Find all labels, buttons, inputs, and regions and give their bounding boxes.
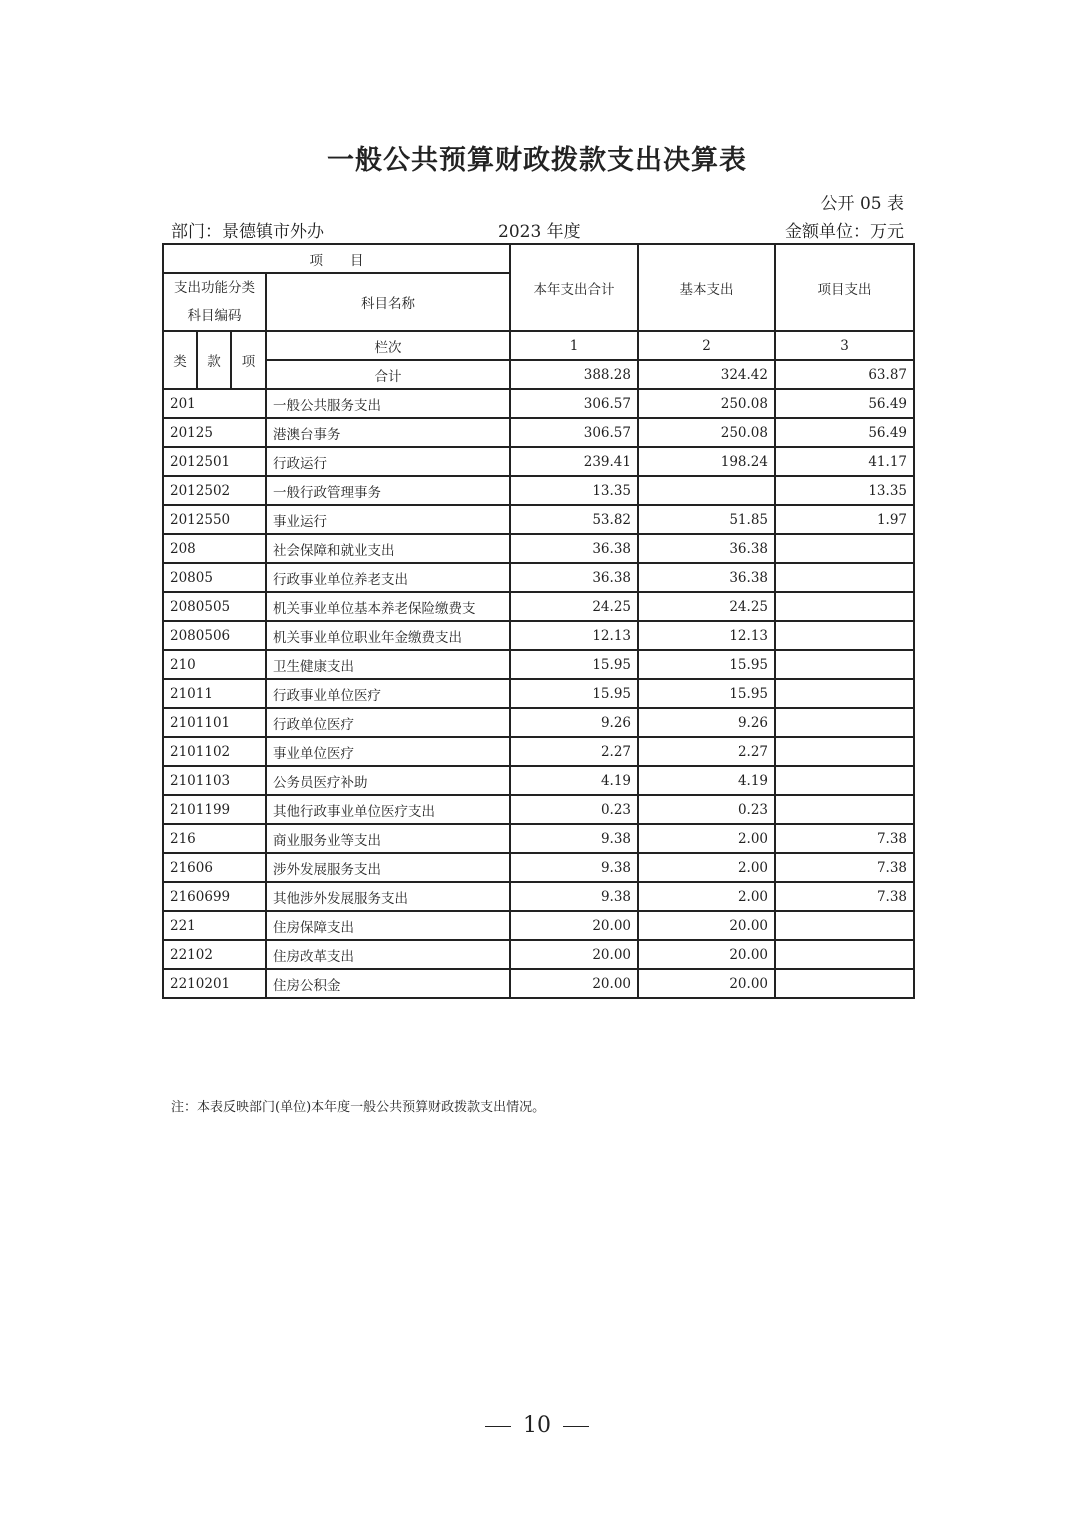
dash-right <box>563 1426 589 1427</box>
row-basic: 0.23 <box>638 795 775 824</box>
row-code: 2080505 <box>163 592 266 621</box>
page-title: 一般公共预算财政拨款支出决算表 <box>327 145 747 176</box>
department-label: 部门：景德镇市外办 <box>171 222 324 242</box>
totals-label: 合计 <box>266 360 510 389</box>
header-project: 项目支出 <box>775 244 914 331</box>
table-row <box>163 737 914 766</box>
row-subject-name: 卫生健康支出 <box>266 650 510 679</box>
row-subject-name: 其他行政事业单位医疗支出 <box>266 795 510 824</box>
row-total: 36.38 <box>510 534 638 563</box>
header-lei: 类 <box>163 331 197 389</box>
row-project: 7.38 <box>775 824 914 853</box>
row-basic: 15.95 <box>638 650 775 679</box>
row-basic: 36.38 <box>638 563 775 592</box>
row-total: 9.38 <box>510 824 638 853</box>
row-project: 7.38 <box>775 853 914 882</box>
row-project <box>775 737 914 766</box>
header-basic: 基本支出 <box>638 244 775 331</box>
row-subject-name: 一般公共服务支出 <box>266 389 510 418</box>
row-code: 2160699 <box>163 882 266 911</box>
row-total: 15.95 <box>510 650 638 679</box>
row-subject-name: 住房保障支出 <box>266 911 510 940</box>
row-total: 53.82 <box>510 505 638 534</box>
row-code: 20125 <box>163 418 266 447</box>
row-project: 13.35 <box>775 476 914 505</box>
table-row <box>163 534 914 563</box>
table-row <box>163 621 914 650</box>
table-row <box>163 969 914 998</box>
row-project: 41.17 <box>775 447 914 476</box>
row-total: 2.27 <box>510 737 638 766</box>
row-project <box>775 621 914 650</box>
page-number-value: 10 <box>523 1413 551 1438</box>
row-code: 2012501 <box>163 447 266 476</box>
row-subject-name: 社会保障和就业支出 <box>266 534 510 563</box>
row-project <box>775 708 914 737</box>
totals-total: 388.28 <box>510 360 638 389</box>
row-code: 2101199 <box>163 795 266 824</box>
dash-left <box>485 1426 511 1427</box>
row-subject-name: 住房改革支出 <box>266 940 510 969</box>
row-basic: 4.19 <box>638 766 775 795</box>
expenditure-table <box>162 243 915 999</box>
row-code: 2101101 <box>163 708 266 737</box>
row-subject-name: 港澳台事务 <box>266 418 510 447</box>
row-basic: 20.00 <box>638 911 775 940</box>
table-row <box>163 940 914 969</box>
row-code: 210 <box>163 650 266 679</box>
row-subject-name: 机关事业单位职业年金缴费支出 <box>266 621 510 650</box>
row-project <box>775 534 914 563</box>
row-subject-name: 一般行政管理事务 <box>266 476 510 505</box>
footnote: 注：本表反映部门(单位)本年度一般公共预算财政拨款支出情况。 <box>171 1100 546 1115</box>
row-project: 7.38 <box>775 882 914 911</box>
row-total: 0.23 <box>510 795 638 824</box>
row-project <box>775 911 914 940</box>
row-project: 1.97 <box>775 505 914 534</box>
row-code: 208 <box>163 534 266 563</box>
totals-basic: 324.42 <box>638 360 775 389</box>
table-row <box>163 447 914 476</box>
header-total: 本年支出合计 <box>510 244 638 331</box>
page-number <box>0 1413 1074 1438</box>
row-code: 2101103 <box>163 766 266 795</box>
row-code: 2012550 <box>163 505 266 534</box>
table-row <box>163 650 914 679</box>
table-row <box>163 476 914 505</box>
row-total: 36.38 <box>510 563 638 592</box>
row-basic: 250.08 <box>638 389 775 418</box>
row-total: 306.57 <box>510 389 638 418</box>
row-total: 9.38 <box>510 853 638 882</box>
unit-label: 金额单位：万元 <box>785 222 904 242</box>
row-basic: 51.85 <box>638 505 775 534</box>
row-basic: 24.25 <box>638 592 775 621</box>
row-total: 4.19 <box>510 766 638 795</box>
row-subject-name: 行政单位医疗 <box>266 708 510 737</box>
row-project <box>775 650 914 679</box>
form-number: 公开 05 表 <box>820 194 904 214</box>
row-total: 15.95 <box>510 679 638 708</box>
row-project <box>775 679 914 708</box>
row-code: 2080506 <box>163 621 266 650</box>
header-col-label: 栏次 <box>266 331 510 360</box>
row-code: 2012502 <box>163 476 266 505</box>
table-row <box>163 766 914 795</box>
row-subject-name: 其他涉外发展服务支出 <box>266 882 510 911</box>
row-code: 22102 <box>163 940 266 969</box>
header-item: 项 目 <box>163 244 510 273</box>
header-col3: 3 <box>775 331 914 360</box>
row-basic: 198.24 <box>638 447 775 476</box>
row-basic: 36.38 <box>638 534 775 563</box>
table-row <box>163 708 914 737</box>
row-subject-name: 公务员医疗补助 <box>266 766 510 795</box>
row-subject-name: 行政事业单位医疗 <box>266 679 510 708</box>
row-subject-name: 行政事业单位养老支出 <box>266 563 510 592</box>
table-row <box>163 882 914 911</box>
row-project <box>775 969 914 998</box>
row-total: 306.57 <box>510 418 638 447</box>
totals-row <box>163 360 914 389</box>
row-subject-name: 机关事业单位基本养老保险缴费支 <box>266 592 510 621</box>
row-total: 12.13 <box>510 621 638 650</box>
row-project <box>775 592 914 621</box>
table-row <box>163 505 914 534</box>
row-code: 21011 <box>163 679 266 708</box>
header-row-columns <box>163 331 914 360</box>
row-total: 24.25 <box>510 592 638 621</box>
row-code: 216 <box>163 824 266 853</box>
row-total: 239.41 <box>510 447 638 476</box>
row-basic: 20.00 <box>638 969 775 998</box>
row-basic: 2.00 <box>638 853 775 882</box>
row-code: 21606 <box>163 853 266 882</box>
table-row <box>163 853 914 882</box>
row-subject-name: 涉外发展服务支出 <box>266 853 510 882</box>
table-row <box>163 679 914 708</box>
row-project <box>775 940 914 969</box>
row-basic <box>638 476 775 505</box>
header-code-group: 支出功能分类科目编码 <box>163 273 266 331</box>
row-project <box>775 563 914 592</box>
table-row <box>163 563 914 592</box>
table-row <box>163 418 914 447</box>
table-row <box>163 824 914 853</box>
row-total: 13.35 <box>510 476 638 505</box>
row-code: 2101102 <box>163 737 266 766</box>
header-col2: 2 <box>638 331 775 360</box>
row-total: 20.00 <box>510 969 638 998</box>
row-project: 56.49 <box>775 389 914 418</box>
header-kuan: 款 <box>197 331 231 389</box>
header-row-item <box>163 244 914 273</box>
row-project <box>775 766 914 795</box>
row-basic: 2.27 <box>638 737 775 766</box>
table-row <box>163 911 914 940</box>
row-total: 20.00 <box>510 940 638 969</box>
row-basic: 12.13 <box>638 621 775 650</box>
year-label: 2023 年度 <box>498 222 581 242</box>
table-row <box>163 795 914 824</box>
row-basic: 2.00 <box>638 882 775 911</box>
row-basic: 15.95 <box>638 679 775 708</box>
row-code: 221 <box>163 911 266 940</box>
row-total: 9.26 <box>510 708 638 737</box>
row-code: 20805 <box>163 563 266 592</box>
row-subject-name: 商业服务业等支出 <box>266 824 510 853</box>
row-total: 20.00 <box>510 911 638 940</box>
table-row <box>163 389 914 418</box>
row-total: 9.38 <box>510 882 638 911</box>
header-xiang: 项 <box>231 331 266 389</box>
row-subject-name: 行政运行 <box>266 447 510 476</box>
row-basic: 20.00 <box>638 940 775 969</box>
row-basic: 9.26 <box>638 708 775 737</box>
row-subject-name: 事业运行 <box>266 505 510 534</box>
row-code: 2210201 <box>163 969 266 998</box>
row-project <box>775 795 914 824</box>
table-row <box>163 592 914 621</box>
header-subject-name: 科目名称 <box>266 273 510 331</box>
row-basic: 2.00 <box>638 824 775 853</box>
row-code: 201 <box>163 389 266 418</box>
totals-project: 63.87 <box>775 360 914 389</box>
row-subject-name: 事业单位医疗 <box>266 737 510 766</box>
row-basic: 250.08 <box>638 418 775 447</box>
header-col1: 1 <box>510 331 638 360</box>
row-subject-name: 住房公积金 <box>266 969 510 998</box>
row-project: 56.49 <box>775 418 914 447</box>
